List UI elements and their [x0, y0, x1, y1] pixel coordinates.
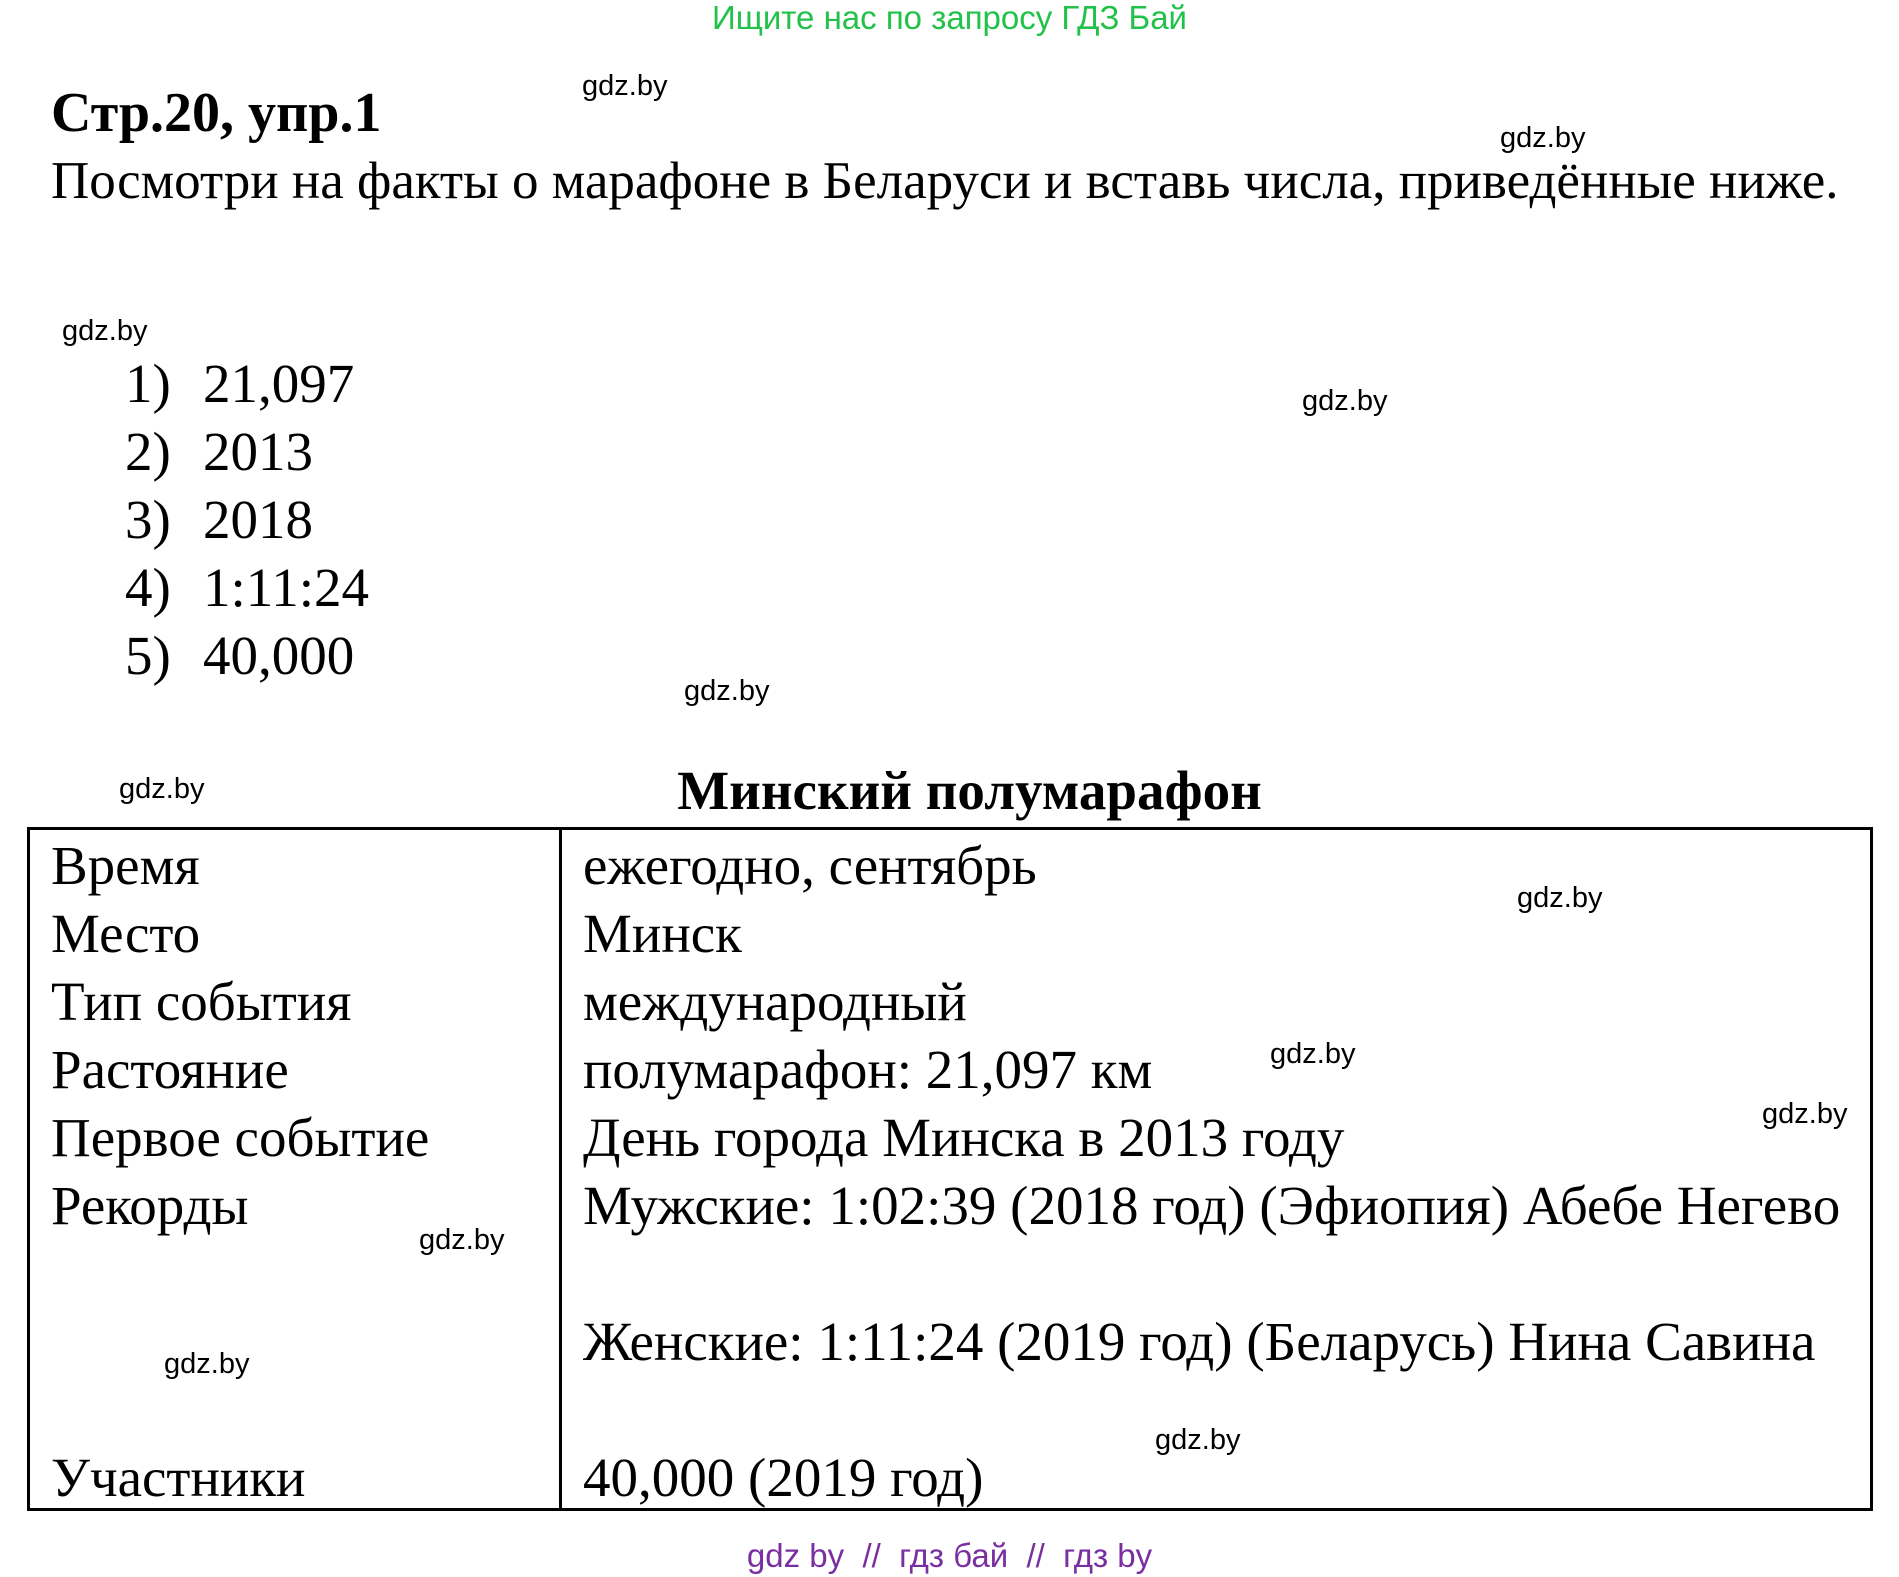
list-value: 2013 [203, 421, 313, 482]
table-value-column [562, 830, 1870, 1508]
list-marker: 5) [125, 625, 171, 686]
row-label-distance: Растояние [51, 1039, 289, 1100]
list-value: 21,097 [203, 353, 355, 414]
row-label-place: Место [51, 903, 201, 964]
list-value: 40,000 [203, 625, 355, 686]
row-value-first-event: День города Минска в 2013 году [583, 1107, 1345, 1168]
row-label-participants: Участники [51, 1447, 306, 1508]
watermark: gdz.by [1302, 385, 1388, 417]
row-label-first-event: Первое событие [51, 1107, 430, 1168]
list-item [125, 622, 369, 690]
list-value: 1:11:24 [203, 557, 370, 618]
watermark: gdz.by [164, 1348, 250, 1380]
table-title: Минский полумарафон [677, 760, 1262, 821]
watermark: gdz.by [1762, 1098, 1848, 1130]
instruction-text: Посмотри на факты о марафоне в Беларуси и вставь числа, приведённые ниже. [51, 152, 1839, 210]
row-value-records-men: Мужские: 1:02:39 (2018 год) (Эфиопия) Абебе Негево [583, 1175, 1841, 1236]
table-label-column [30, 830, 562, 1508]
row-label-records: Рекорды [51, 1175, 249, 1236]
page-title: Стр.20, упр.1 [51, 82, 382, 144]
list-marker: 3) [125, 489, 171, 550]
watermark: gdz.by [419, 1224, 505, 1256]
watermark: gdz.by [582, 70, 668, 102]
footer-links[interactable]: gdz by // гдз бай // гдз by [746, 1537, 1153, 1574]
row-value-place: Минск [583, 903, 742, 964]
watermark: gdz.by [1500, 122, 1586, 154]
row-value-distance: полумарафон: 21,097 км [583, 1039, 1153, 1100]
top-banner[interactable]: Ищите нас по запросу ГДЗ Бай [712, 0, 1187, 36]
row-value-participants: 40,000 (2019 год) [583, 1447, 984, 1508]
list-marker: 2) [125, 421, 171, 482]
row-label-time: Время [51, 835, 200, 896]
row-value-records-women: Женские: 1:11:24 (2019 год) (Беларусь) Нина Савина [583, 1311, 1816, 1372]
watermark: gdz.by [1155, 1424, 1241, 1456]
list-marker: 4) [125, 557, 171, 618]
watermark: gdz.by [1270, 1038, 1356, 1070]
watermark: gdz.by [62, 315, 148, 347]
row-value-type: международный [583, 971, 967, 1032]
list-item [125, 486, 369, 554]
list-value: 2018 [203, 489, 313, 550]
list-item [125, 554, 369, 622]
numbers-list [125, 350, 369, 690]
row-value-time: ежегодно, сентябрь [583, 835, 1037, 896]
watermark: gdz.by [684, 675, 770, 707]
list-marker: 1) [125, 353, 171, 414]
list-item [125, 350, 369, 418]
watermark: gdz.by [1517, 882, 1603, 914]
watermark: gdz.by [119, 773, 205, 805]
row-label-type: Тип события [51, 971, 352, 1032]
list-item [125, 418, 369, 486]
facts-table [27, 827, 1873, 1511]
